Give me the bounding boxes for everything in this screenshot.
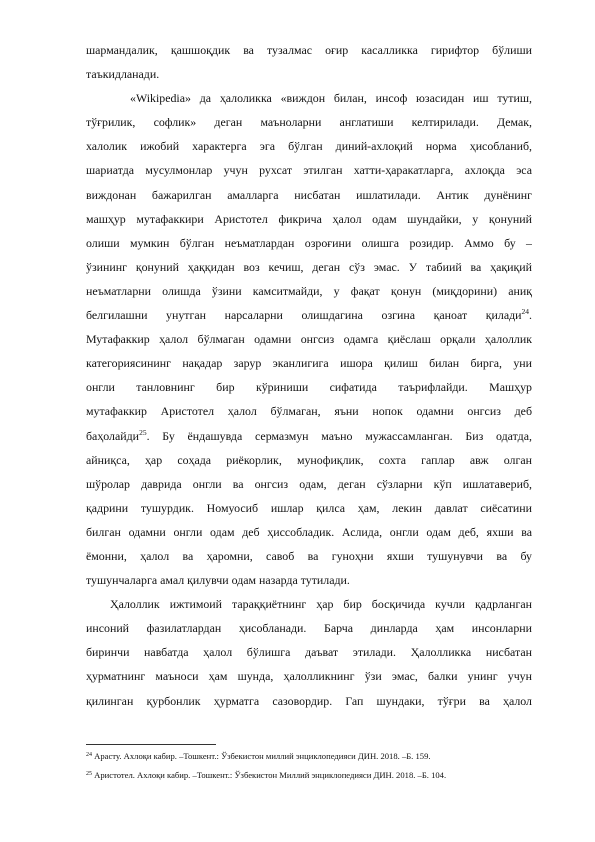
text-line: биринчи навбатда ҳалол бўлишга даъват этилади. Ҳалолликка нисбатан — [86, 645, 532, 660]
text-line: категориясининг нақадар зарур эканлигига ишора қилиш билан бирга, уни — [86, 356, 532, 371]
text-line: халолик ижобий характерга эга бўлган диний-ахлоқий норма ҳисобланиб, — [86, 139, 532, 154]
footnote — [86, 770, 532, 781]
text-line — [86, 303, 532, 327]
text-line: мутафаккир Аристотел ҳалол бўлмаган, яъни нопок одамни онгсиз деб — [86, 404, 532, 419]
footnote — [86, 751, 532, 762]
text-line: шариатда мусулмонлар учун рухсат этилган хатти-ҳаракатларга, ахлоқда эса — [86, 163, 532, 178]
text-span: . Бу ёндашувда сермазмун маъно мужассамланган. Биз одатда, — [146, 428, 532, 443]
text-line: олиши мумкин бўлган неъматлардан озроғини олишга розидир. Аммо бу – — [86, 235, 532, 250]
text-line: айниқса, ҳар соҳада риёкорлик, мунофиқлик, сохта гаплар авж олган — [86, 452, 532, 467]
text-line: «Wikipedia» да ҳалоликка «виждон билан, инсоф юзасидан иш тутиш, — [130, 91, 532, 106]
text-span: . — [529, 308, 532, 323]
text-line: ёмонни, ҳалол ва ҳаромни, савоб ва гуноҳни яхши тушунувчи ва бу — [86, 548, 532, 563]
text-line: онгли танловнинг бир кўриниши сифатида таърифлайди. Машҳур — [86, 380, 532, 395]
text-line: шўролар даврида онгли ва онгсиз одам, деган сўзларни кўп ишлатавериб, — [86, 476, 532, 491]
text-line: тўғрилик, софлик» деган маъноларни англатиши келтирилади. Демак, — [86, 115, 532, 130]
footnote-divider — [86, 744, 216, 745]
text-line: қилинган қурбонлик ҳурматга сазовордир. Гап шундаки, тўғри ва ҳалол — [86, 693, 532, 708]
document-body — [86, 38, 532, 713]
text-line: таъкидланади. — [86, 67, 160, 82]
text-line: ўзининг қонуний ҳаққидан воз кечиш, деган сўз эмас. У табиий ва ҳақиқий — [86, 259, 532, 274]
text-line: ҳурматнинг маъноси ҳам шунда, ҳалолликнинг ўзи эмас, балки унинг учун — [86, 669, 532, 684]
text-line: Ҳалоллик ижтимоий тараққиётнинг ҳар бир босқичида кучли қадрланган — [110, 597, 532, 612]
text-line: билган одамни онгли одам деб ҳиссобладик. Аслида, онгли одам деб, яхши ва — [86, 524, 532, 539]
text-line: неъматларни олишда ўзини камситмайди, у фақат қонун (миқдорини) аниқ — [86, 283, 532, 298]
text-span: баҳолайди — [86, 428, 140, 443]
text-line: виждонан бажарилган амалларга нисбатан ишлатилади. Антик дунёнинг — [86, 187, 532, 202]
footnote-text: Арасту. Ахлоқи кабир. –Тошкент.: Ўзбекистон миллий энциклопедияси ДИН. 2018. –Б. 159. — [92, 751, 431, 761]
text-line: машҳур мутафаккири Аристотел фикрича ҳалол одам шундайки, у қонуний — [86, 211, 532, 226]
footnote-number: 25 — [86, 771, 92, 777]
footnote-number: 24 — [86, 752, 92, 758]
footnote-ref[interactable]: 25 — [139, 427, 147, 437]
text-line: қадрини тушурдик. Номуосиб ишлар қилса ҳам, лекин давлат сиёсатини — [86, 500, 532, 515]
text-line: инсоний фазилатлардан ҳисобланади. Барча динларда ҳам инсонларни — [86, 621, 532, 636]
footnote-text: Аристотел. Ахлоқи кабир. –Тошкент.: Ўзбекистон Миллий энциклопедияси ДИН. 2018. –Б. 104. — [92, 770, 447, 780]
text-line: Мутафаккир ҳалол бўлмаган одамни онгсиз одамга қиёслаш орқали ҳалоллик — [86, 332, 532, 347]
text-span: белгилашни унутган нарсаларни олишдагина озгина қаноат қилади — [86, 308, 522, 323]
footnote-ref[interactable]: 24 — [521, 307, 530, 317]
text-line: шармандалик, қашшоқдик ва тузалмас оғир касалликка гирифтор бўлиши — [86, 43, 532, 57]
text-line — [86, 424, 532, 448]
text-line: тушунчаларга амал қилувчи одам назарда тутилади. — [86, 573, 350, 588]
